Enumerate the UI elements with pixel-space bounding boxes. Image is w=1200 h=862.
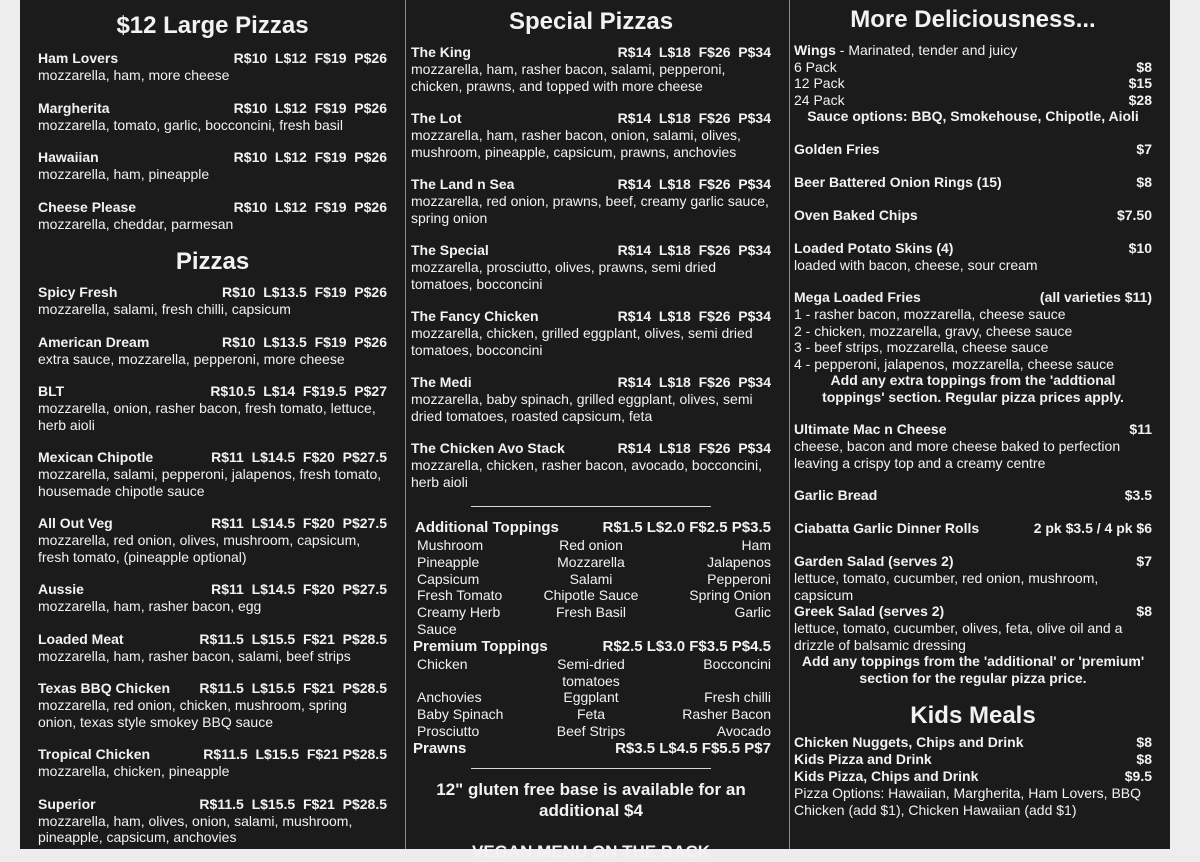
menu-item bbox=[411, 440, 771, 490]
wings-name: Wings bbox=[794, 42, 836, 58]
item-name: The Land n Sea bbox=[411, 176, 515, 192]
item-price: (all varieties $11) bbox=[1039, 289, 1152, 305]
item-desc: mozzarella, ham, rasher bacon, salami, beef strips bbox=[38, 647, 351, 664]
additional-toppings-row bbox=[411, 519, 771, 537]
item-name: Garlic Bread bbox=[794, 487, 878, 503]
item-price: R$10 L$12 F$19 P$26 bbox=[233, 149, 387, 165]
item-price: $7 bbox=[1136, 140, 1152, 157]
kids-pizza-options: Pizza Options: Hawaiian, Margherita, Ham Lovers, BBQ Chicken (add $1), Chicken Hawaiian (add $1) bbox=[794, 785, 1142, 818]
kids-meals bbox=[794, 734, 1152, 818]
item-header bbox=[38, 334, 387, 351]
item-header bbox=[38, 50, 387, 67]
heading-pizzas: Pizzas bbox=[175, 248, 250, 275]
item-price: R$14 L$18 F$26 P$34 bbox=[617, 176, 771, 192]
item-name: The Special bbox=[411, 242, 489, 258]
item-price: R$14 L$18 F$26 P$34 bbox=[617, 242, 771, 258]
item-name: Ultimate Mac n Cheese bbox=[794, 421, 947, 437]
golden-fries bbox=[794, 141, 1152, 158]
item-desc: mozzarella, baby spinach, grilled eggplant, olives, semi dried tomatoes, roasted capsicum, feta bbox=[411, 391, 753, 424]
item-name: Oven Baked Chips bbox=[794, 206, 918, 223]
item-name: Greek Salad (serves 2) bbox=[794, 603, 945, 619]
item-name: All Out Veg bbox=[38, 515, 113, 531]
item-price: R$11.5 L$15.5 F$21 P$28.5 bbox=[199, 795, 387, 812]
item-header bbox=[38, 796, 387, 813]
item-price: R$10 L$12 F$19 P$26 bbox=[233, 50, 387, 66]
topping-name: Jalapenos bbox=[707, 553, 771, 570]
pack-price: $28 bbox=[1128, 91, 1152, 108]
menu-item bbox=[38, 284, 387, 318]
item-price: R$10 L$12 F$19 P$26 bbox=[233, 99, 387, 116]
topping-name: Creamy Herb Sauce bbox=[417, 604, 501, 637]
menu-item bbox=[38, 680, 387, 730]
item-header bbox=[411, 176, 771, 193]
item-desc: mozzarella, cheddar, parmesan bbox=[38, 215, 234, 232]
additional-toppings-price: R$1.5 L$2.0 F$2.5 P$3.5 bbox=[602, 519, 771, 536]
topping-name: Anchovies bbox=[417, 689, 482, 706]
item-name: Loaded Potato Skins (4) bbox=[794, 239, 954, 256]
item-name: Beer Battered Onion Rings (15) bbox=[794, 173, 1002, 190]
salad-note: Add any toppings from the 'additional' or 'premium' section for the regular pizza price. bbox=[801, 653, 1145, 686]
potato-skins bbox=[794, 240, 1152, 274]
item-name: Texas BBQ Chicken bbox=[38, 680, 171, 696]
wings-sauce-options: Sauce options: BBQ, Smokehouse, Chipotle, Aioli bbox=[807, 108, 1139, 124]
item-header bbox=[411, 242, 771, 259]
topping-name: Feta bbox=[576, 706, 605, 723]
item-desc: mozzarella, chicken, grilled eggplant, olives, semi dried tomatoes, bocconcini bbox=[411, 325, 753, 358]
item-price: R$14 L$18 F$26 P$34 bbox=[617, 374, 771, 390]
item-desc: mozzarella, red onion, olives, mushroom, capsicum, fresh tomato, (pineapple optional) bbox=[38, 532, 361, 565]
item-name: Spicy Fresh bbox=[38, 284, 118, 300]
item-desc: lettuce, tomato, cucumber, red onion, mushroom, capsicum bbox=[794, 570, 1099, 603]
topping-name: Garlic bbox=[734, 604, 771, 621]
menu-item bbox=[411, 374, 771, 424]
topping-name: Fresh chilli bbox=[704, 689, 771, 706]
heading-kids-meals: Kids Meals bbox=[910, 702, 1036, 729]
pack-price: $15 bbox=[1128, 75, 1152, 91]
premium-toppings-label: Premium Toppings bbox=[413, 637, 548, 655]
menu-item bbox=[38, 515, 387, 565]
variety-line: 4 - pepperoni, jalapenos, mozzarella, cheese sauce bbox=[794, 355, 1114, 372]
topping-name: Beef Strips bbox=[556, 722, 626, 739]
mega-fries bbox=[794, 289, 1152, 405]
onion-rings bbox=[794, 174, 1152, 191]
item-name: Ham Lovers bbox=[38, 50, 119, 66]
pack-label: 6 Pack bbox=[794, 58, 837, 75]
item-desc: cheese, bacon and more cheese baked to perfection leaving a crispy top and a creamy centre bbox=[794, 438, 1121, 471]
item-desc: mozzarella, ham, more cheese bbox=[38, 67, 230, 83]
gluten-free-note: 12" gluten free base is available for an additional $4 bbox=[436, 779, 746, 820]
item-price: R$10 L$12 F$19 P$26 bbox=[233, 198, 387, 215]
item-header bbox=[411, 374, 771, 391]
item-price: $3.5 bbox=[1124, 487, 1152, 503]
item-desc: lettuce, tomato, cucumber, olives, feta, olive oil and a drizzle of balsamic dressing bbox=[794, 620, 1123, 653]
topping-name: Fresh Tomato bbox=[417, 587, 503, 604]
item-price: $8 bbox=[1136, 734, 1152, 750]
item-header bbox=[411, 44, 771, 61]
item-price: $11 bbox=[1129, 421, 1152, 437]
item-price: R$11 L$14.5 F$20 P$27.5 bbox=[211, 515, 387, 531]
item-name: Loaded Meat bbox=[38, 630, 124, 647]
item-header bbox=[38, 284, 387, 301]
topping-name: Salami bbox=[569, 570, 613, 587]
pack-label: 12 Pack bbox=[794, 75, 845, 91]
menu-item bbox=[38, 100, 387, 134]
menu-panel-special bbox=[406, 0, 789, 861]
oven-chips bbox=[794, 207, 1152, 224]
menu-item bbox=[38, 199, 387, 233]
item-price: $9.5 bbox=[1124, 768, 1152, 784]
item-header bbox=[411, 110, 771, 127]
item-price: R$10 L$13.5 F$19 P$26 bbox=[222, 333, 387, 350]
item-name: Garden Salad (serves 2) bbox=[794, 553, 954, 569]
additional-toppings-grid bbox=[411, 537, 771, 638]
menu-item bbox=[411, 44, 771, 94]
item-name: Aussie bbox=[38, 581, 84, 597]
item-desc: mozzarella, tomato, garlic, bocconcini, fresh basil bbox=[38, 116, 344, 133]
item-name: Ciabatta Garlic Dinner Rolls bbox=[794, 520, 980, 536]
divider bbox=[471, 768, 711, 769]
item-name: Cheese Please bbox=[38, 198, 137, 215]
menu-item bbox=[38, 449, 387, 499]
topping-name: Fresh Basil bbox=[555, 604, 627, 621]
topping-name: Ham bbox=[741, 537, 771, 553]
heading-special-pizzas: Special Pizzas bbox=[508, 8, 674, 35]
item-price: R$10 L$13.5 F$19 P$26 bbox=[222, 284, 387, 300]
topping-name: Baby Spinach bbox=[417, 706, 504, 723]
item-name: Mega Loaded Fries bbox=[794, 289, 921, 305]
item-header bbox=[38, 515, 387, 532]
item-name: Superior bbox=[38, 795, 96, 812]
item-name: The Chicken Avo Stack bbox=[411, 440, 565, 456]
variety-line: 3 - beef strips, mozzarella, cheese sauce bbox=[794, 339, 1049, 355]
item-name: BLT bbox=[38, 383, 65, 399]
item-header bbox=[38, 383, 387, 400]
premium-toppings-grid bbox=[411, 656, 771, 740]
menu-item bbox=[38, 334, 387, 368]
item-price: $7.50 bbox=[1116, 206, 1152, 223]
menu-item bbox=[411, 110, 771, 160]
item-name: Golden Fries bbox=[794, 140, 880, 157]
greek-salad bbox=[794, 603, 1152, 686]
item-price: $8 bbox=[1136, 603, 1152, 619]
item-price: R$11 L$14.5 F$20 P$27.5 bbox=[211, 581, 387, 597]
topping-name: Prosciutto bbox=[417, 722, 480, 739]
item-desc: mozzarella, ham, rasher bacon, salami, pepperoni, chicken, prawns, and topped with more cheese bbox=[411, 61, 726, 94]
variety-line: 2 - chicken, mozzarella, gravy, cheese sauce bbox=[794, 322, 1073, 339]
item-header bbox=[411, 440, 771, 457]
ciabatta-rolls bbox=[794, 520, 1152, 537]
garlic-bread bbox=[794, 487, 1152, 504]
item-name: The Fancy Chicken bbox=[411, 308, 539, 324]
large-pizza-list bbox=[38, 50, 387, 232]
wings-section bbox=[794, 42, 1152, 125]
menu-item bbox=[38, 796, 387, 846]
topping-name: Eggplant bbox=[563, 689, 619, 706]
item-desc: mozzarella, onion, rasher bacon, fresh tomato, lettuce, herb aioli bbox=[38, 400, 376, 433]
item-header bbox=[38, 631, 387, 648]
item-name: Kids Pizza, Chips and Drink bbox=[794, 768, 979, 784]
mega-fries-note: Add any extra toppings from the 'addtional toppings' section. Regular pizza prices apply. bbox=[822, 372, 1124, 405]
wings-desc: - Marinated, tender and juicy bbox=[835, 42, 1018, 58]
item-header bbox=[38, 746, 387, 763]
vegan-note: VEGAN MENU ON THE BACK bbox=[471, 841, 710, 861]
item-price: R$14 L$18 F$26 P$34 bbox=[617, 110, 771, 126]
item-desc: mozzarella, ham, rasher bacon, egg bbox=[38, 598, 262, 614]
item-desc: mozzarella, prosciutto, olives, prawns, semi dried tomatoes, bocconcini bbox=[411, 259, 717, 292]
item-name: Mexican Chipotle bbox=[38, 449, 154, 465]
item-price: $7 bbox=[1136, 553, 1152, 569]
item-price: R$11 L$14.5 F$20 P$27.5 bbox=[211, 449, 387, 465]
item-price: R$14 L$18 F$26 P$34 bbox=[617, 308, 771, 324]
item-price: R$14 L$18 F$26 P$34 bbox=[617, 44, 771, 60]
topping-name: Rasher Bacon bbox=[682, 706, 771, 723]
additional-toppings-label: Additional Toppings bbox=[415, 519, 559, 536]
menu-item bbox=[411, 176, 771, 226]
topping-name: Capsicum bbox=[417, 570, 480, 587]
item-desc: mozzarella, chicken, rasher bacon, avocado, bocconcini, herb aioli bbox=[411, 457, 762, 490]
item-header bbox=[38, 680, 387, 697]
item-desc: mozzarella, chicken, pineapple bbox=[38, 763, 230, 779]
item-header bbox=[38, 199, 387, 216]
item-name: Tropical Chicken bbox=[38, 746, 151, 762]
menu-item bbox=[38, 581, 387, 615]
menu-panel-sides bbox=[790, 0, 1170, 849]
item-name: Chicken Nuggets, Chips and Drink bbox=[794, 734, 1024, 750]
topping-name: Chicken bbox=[417, 655, 468, 672]
topping-name: Red onion bbox=[559, 537, 623, 553]
item-desc: mozzarella, salami, fresh chilli, capsicum bbox=[38, 301, 291, 317]
prawns-row bbox=[411, 740, 771, 758]
prawns-price: R$3.5 L$4.5 F$5.5 P$7 bbox=[615, 739, 771, 757]
topping-name: Bocconcini bbox=[703, 655, 771, 672]
item-price: R$11.5 L$15.5 F$21 P$28.5 bbox=[203, 746, 387, 762]
pizza-list bbox=[38, 284, 387, 846]
topping-name: Pineapple bbox=[417, 553, 480, 570]
item-name: Kids Pizza and Drink bbox=[794, 751, 932, 767]
item-name: Hawaiian bbox=[38, 149, 99, 165]
topping-name: Mozzarella bbox=[557, 553, 625, 570]
item-name: The Medi bbox=[411, 374, 472, 390]
special-pizza-list bbox=[411, 44, 771, 490]
item-price: R$11.5 L$15.5 F$21 P$28.5 bbox=[199, 630, 387, 647]
premium-toppings-price: R$2.5 L$3.0 F$3.5 P$4.5 bbox=[602, 637, 771, 655]
item-price: $8 bbox=[1136, 751, 1152, 767]
topping-name: Chipotle Sauce bbox=[543, 587, 639, 604]
item-header bbox=[411, 308, 771, 325]
item-desc: extra sauce, mozzarella, pepperoni, more cheese bbox=[38, 350, 345, 367]
menu-item bbox=[38, 50, 387, 84]
item-header bbox=[38, 449, 387, 466]
variety-line: 1 - rasher bacon, mozzarella, cheese sauce bbox=[794, 306, 1066, 322]
item-price: 2 pk $3.5 / 4 pk $6 bbox=[1033, 520, 1152, 536]
item-name: The Lot bbox=[411, 110, 462, 126]
topping-name: Avocado bbox=[716, 722, 771, 739]
item-desc: mozzarella, red onion, prawns, beef, creamy garlic sauce, spring onion bbox=[411, 193, 769, 226]
mac-n-cheese bbox=[794, 421, 1152, 471]
item-price: $8 bbox=[1136, 173, 1152, 190]
item-price: R$14 L$18 F$26 P$34 bbox=[617, 440, 771, 456]
prawns-label: Prawns bbox=[413, 739, 467, 757]
item-desc: mozzarella, red onion, chicken, mushroom, spring onion, texas style smokey BBQ sauce bbox=[38, 697, 347, 730]
item-price: $10 bbox=[1128, 239, 1152, 256]
topping-name: Spring Onion bbox=[689, 587, 771, 604]
item-desc: mozzarella, salami, pepperoni, jalapenos, fresh tomato, housemade chipotle sauce bbox=[38, 466, 382, 499]
item-name: The King bbox=[411, 44, 471, 60]
item-name: Margherita bbox=[38, 99, 110, 116]
topping-name: Pepperoni bbox=[707, 570, 771, 587]
heading-large-pizzas: $12 Large Pizzas bbox=[116, 12, 309, 39]
item-price: R$11.5 L$15.5 F$21 P$28.5 bbox=[199, 680, 387, 696]
premium-toppings-row bbox=[411, 638, 771, 656]
item-desc: mozzarella, ham, rasher bacon, onion, salami, olives, mushroom, pineapple, capsicum, prawns, anchovies bbox=[411, 127, 741, 160]
item-header bbox=[38, 149, 387, 166]
topping-name: Semi-dried tomatoes bbox=[557, 655, 625, 689]
item-name: American Dream bbox=[38, 333, 150, 350]
pack-price: $8 bbox=[1136, 58, 1152, 75]
menu-item bbox=[38, 746, 387, 780]
item-header bbox=[38, 100, 387, 117]
garden-salad bbox=[794, 553, 1152, 603]
divider bbox=[471, 506, 711, 507]
menu-panel-pizzas bbox=[20, 0, 405, 849]
menu-item bbox=[411, 242, 771, 292]
item-price: R$10.5 L$14 F$19.5 P$27 bbox=[210, 383, 387, 399]
item-header bbox=[38, 581, 387, 598]
topping-name: Mushroom bbox=[417, 537, 484, 553]
item-desc: mozzarella, ham, pineapple bbox=[38, 166, 210, 182]
item-desc: loaded with bacon, cheese, sour cream bbox=[794, 256, 1038, 273]
item-desc: mozzarella, ham, olives, onion, salami, mushroom, pineapple, capsicum, anchovies bbox=[38, 812, 353, 845]
pack-label: 24 Pack bbox=[794, 91, 845, 108]
menu-item bbox=[38, 149, 387, 183]
menu-item bbox=[38, 631, 387, 665]
menu-item bbox=[411, 308, 771, 358]
menu-item bbox=[38, 383, 387, 433]
heading-more: More Deliciousness... bbox=[850, 6, 1096, 33]
